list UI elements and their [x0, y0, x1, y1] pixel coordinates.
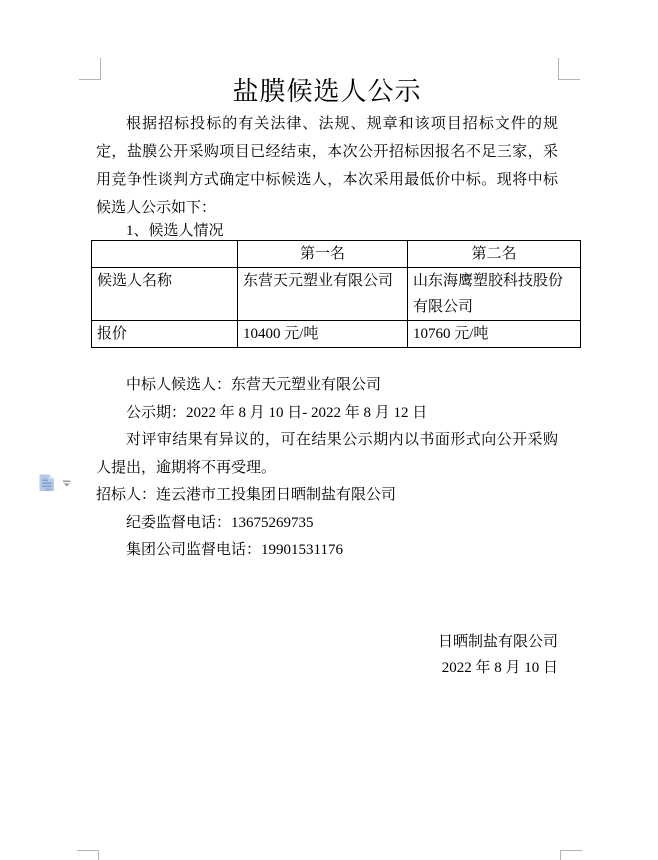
table-row-candidate-name: [92, 268, 581, 321]
intro-paragraph: 根据招标投标的有关法律、法规、规章和该项目招标文件的规定，盐膜公开采购项目已经结束，本次公开招标因报名不足三家，采用竞争性谈判方式确定中标候选人，本次采用最低价中标。现将中标候选人公示如下：: [96, 116, 558, 216]
cell-first-price: 10400 元/吨: [238, 321, 408, 348]
row-label-cell: 报价: [92, 321, 238, 348]
winner-line: 中标人候选人：东营天元塑业有限公司: [126, 377, 382, 393]
cell-second-price: 10760 元/吨: [408, 321, 581, 348]
crop-mark-top-right: [558, 58, 580, 80]
crop-mark-bottom-left: [77, 850, 99, 860]
table-row-price: [92, 321, 581, 348]
cell-first-candidate: 东营天元塑业有限公司: [238, 268, 408, 321]
group-phone-line: 集团公司监督电话：19901531176: [126, 542, 343, 558]
section-heading: 1、候选人情况: [126, 223, 224, 239]
text-area: [96, 74, 564, 681]
objection-paragraph: 对评审结果有异议的，可在结果公示期内以书面形式向公开采购人提出，逾期将不再受理。: [96, 432, 558, 476]
table-header-cell-second: 第二名: [408, 241, 581, 268]
page-title: 盐膜候选人公示: [232, 77, 422, 106]
publicity-period-line: 公示期：2022 年 8 月 10 日- 2022 年 8 月 12 日: [126, 404, 428, 421]
chevron-down-icon: [62, 480, 72, 488]
candidates-table: [91, 240, 581, 348]
signature-date: 2022 年 8 月 10 日: [441, 659, 558, 676]
table-header-cell-first: 第一名: [238, 241, 408, 268]
table-header-row: [92, 241, 581, 268]
document-icon: [36, 472, 58, 494]
paste-options-button[interactable]: [36, 472, 72, 494]
signature-block: [96, 629, 558, 681]
result-section: [96, 372, 558, 565]
table-header-cell-blank: [92, 241, 238, 268]
crop-mark-bottom-right: [560, 850, 582, 860]
signature-company: 日晒制盐有限公司: [437, 633, 558, 650]
cell-second-candidate: 山东海鹰塑胶科技股份有限公司: [408, 268, 581, 321]
tenderee-line: 招标人：连云港市工投集团日晒制盐有限公司: [96, 487, 397, 503]
row-label-cell: 候选人名称: [92, 268, 238, 321]
discipline-phone-line: 纪委监督电话：13675269735: [126, 514, 314, 531]
